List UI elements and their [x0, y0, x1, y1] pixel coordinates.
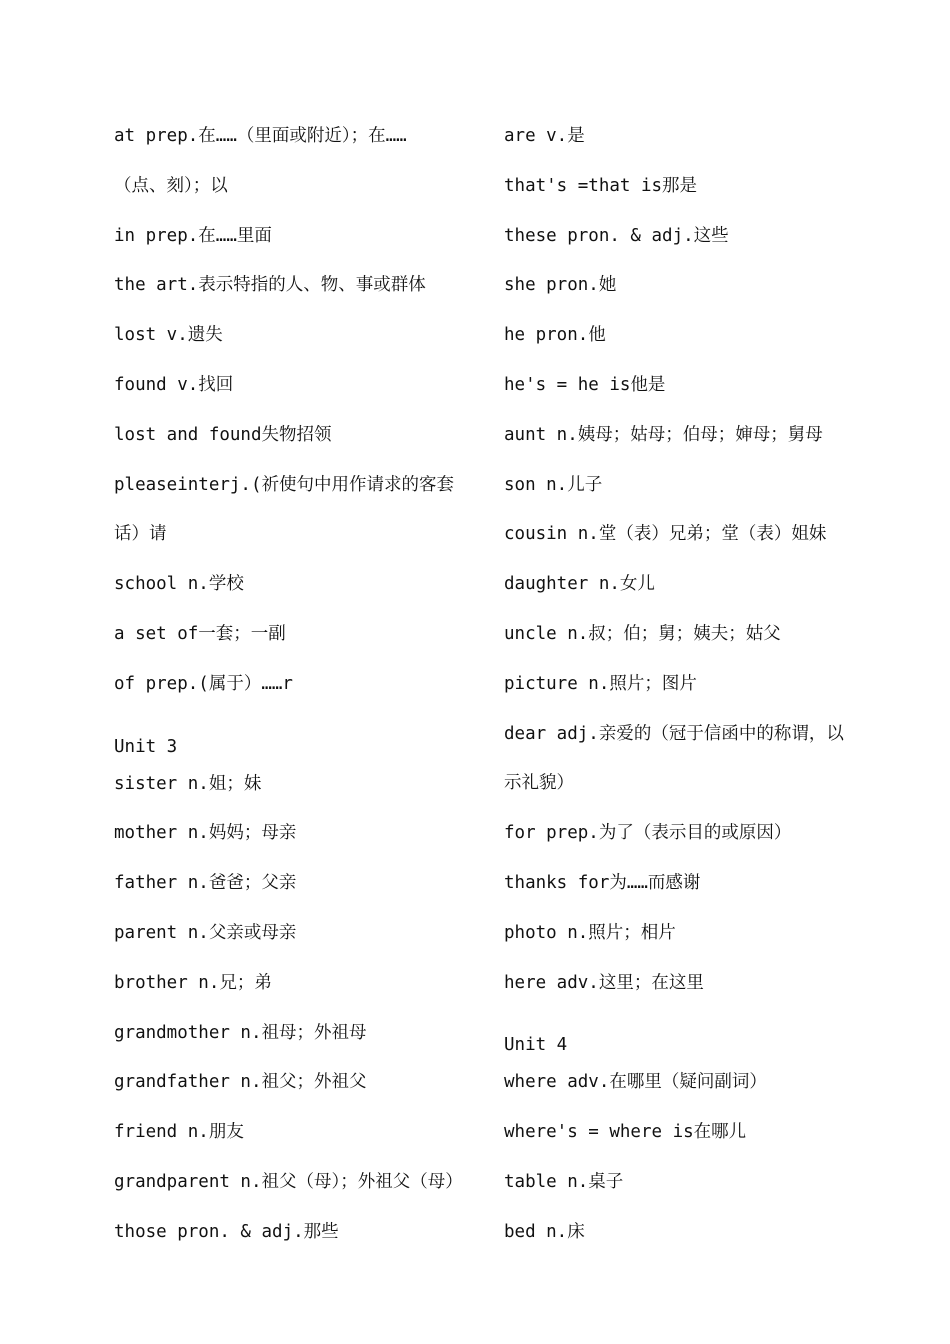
vocab-line: that's =that is那是: [504, 175, 698, 196]
vocab-line: picture n.照片；图片: [504, 673, 697, 694]
vocab-line: （点、刻）；以: [114, 175, 228, 196]
vocab-line: bed n.床: [504, 1221, 585, 1242]
vocab-line: are v.是: [504, 126, 585, 146]
vocab-line: found v.找回: [114, 374, 234, 395]
vocab-line: 示礼貌）: [504, 773, 574, 794]
vocab-line: grandparent n.祖父（母）；外祖父（母）: [114, 1171, 463, 1192]
vocab-line: sister n.姐；妹: [114, 773, 262, 794]
vocab-line: uncle n.叔；伯；舅；姨夫；姑父: [504, 623, 781, 644]
vocab-line: he's = he is他是: [504, 374, 666, 395]
vocab-line: dear adj.亲爱的（冠于信函中的称谓，以: [504, 723, 844, 744]
vocab-line: father n.爸爸；父亲: [114, 873, 297, 894]
vocab-line: aunt n.姨母；姑母；伯母；婶母；舅母: [504, 424, 823, 445]
vocab-line: parent n.父亲或母亲: [114, 922, 297, 943]
vocab-line: grandfather n.祖父；外祖父: [114, 1072, 367, 1093]
vocab-line: pleaseinterj.(祈使句中用作请求的客套: [114, 474, 455, 495]
vocab-line: here adv.这里；在这里: [504, 972, 704, 993]
vocab-line: cousin n.堂（表）兄弟；堂（表）姐妹: [504, 524, 827, 545]
vocab-line: where adv.在哪里（疑问副词）: [504, 1072, 767, 1093]
vocab-line: lost v.遗失: [114, 325, 223, 346]
vocab-line: grandmother n.祖母；外祖母: [114, 1022, 367, 1043]
vocab-line: the art.表示特指的人、物、事或群体: [114, 275, 426, 296]
vocab-line: school n.学校: [114, 574, 244, 595]
vocab-line: at prep.在……（里面或附近）；在……: [114, 126, 407, 146]
vocab-line: lost and found失物招领: [114, 424, 332, 445]
vocab-line: friend n.朋友: [114, 1122, 244, 1143]
left-column: [114, 118, 486, 1264]
vocab-line: of prep.(属于）……r: [114, 673, 293, 694]
vocab-line: thanks for为……而感谢: [504, 872, 701, 893]
vocab-line: a set of一套；一副: [114, 623, 286, 644]
vocab-line: table n.桌子: [504, 1171, 624, 1192]
right-column: [504, 118, 884, 1264]
vocab-line: 话）请: [114, 524, 167, 545]
vocab-line: these pron. & adj.这些: [504, 225, 729, 246]
vocab-line: where's = where is在哪儿: [504, 1122, 747, 1143]
vocab-line: for prep.为了（表示目的或原因）: [504, 823, 792, 844]
vocab-line: mother n.妈妈；母亲: [114, 823, 297, 844]
vocab-line: he pron.他: [504, 325, 606, 346]
vocab-line: photo n.照片；相片: [504, 922, 676, 943]
vocab-line: daughter n.女儿: [504, 574, 655, 595]
vocab-line: son n.儿子: [504, 474, 603, 495]
unit-heading: Unit 3: [114, 736, 178, 757]
unit-heading: Unit 4: [504, 1035, 568, 1056]
vocab-line: in prep.在……里面: [114, 225, 272, 246]
vocab-line: she pron.她: [504, 275, 617, 296]
vocab-line: brother n.兄；弟: [114, 972, 272, 993]
vocab-line: those pron. & adj.那些: [114, 1221, 339, 1242]
